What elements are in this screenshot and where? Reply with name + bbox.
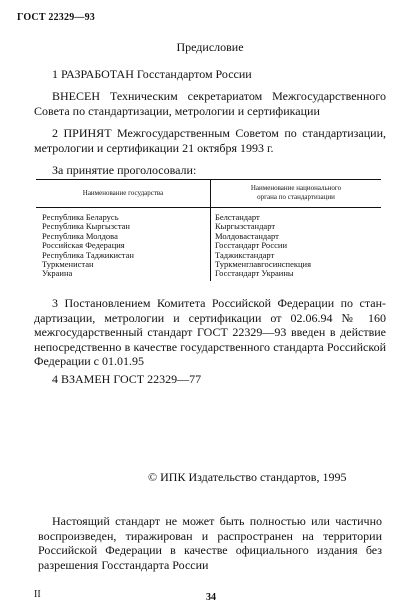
notice-line: разрешения Госстандарта России	[38, 557, 209, 572]
item-adopted-line: 2 ПРИНЯТ Межгосударственным Советом по стандартизации,	[52, 126, 386, 140]
table-header-row	[36, 180, 381, 208]
standards-body-cell: Туркменглавгосинспекция	[215, 259, 312, 270]
item-decree-line: 3 Постановлением Комитета Российской Федерации по стан-	[52, 296, 386, 310]
folio-numeral: II	[34, 589, 41, 600]
state-cell: Республика Беларусь	[36, 208, 211, 223]
table-row	[36, 260, 381, 269]
state-cell: Туркменистан	[36, 260, 211, 269]
item-replaces: 4 ВЗАМЕН ГОСТ 22329—77	[52, 372, 202, 386]
standards-body-cell: Молдовастандарт	[215, 230, 279, 241]
item-introduced	[34, 89, 386, 118]
table-row	[36, 269, 381, 280]
item-decree-line: дартизации, метрологии и сертификации от 02.06.94 № 160	[34, 310, 386, 325]
item-developed: 1 РАЗРАБОТАН Госстандартом России	[52, 67, 252, 81]
state-cell: Российская Федерация	[36, 241, 211, 250]
column-header-state: Наименование государства	[36, 180, 211, 208]
state-cell: Республика Таджикистан	[36, 251, 211, 260]
standards-body-cell: Госстандарт Украины	[215, 268, 294, 279]
page-number: 34	[206, 592, 216, 603]
item-introduced-line: ВНЕСЕН Техническим секретариатом Межгосударственного	[52, 89, 386, 103]
state-cell: Республика Кыргызстан	[36, 222, 211, 231]
item-decree	[34, 296, 386, 369]
state-cell: Республика Молдова	[36, 232, 211, 241]
notice-line: Российской Федерации в качестве официального издания без	[38, 543, 382, 557]
table-row	[36, 208, 381, 223]
notice-line: Настоящий стандарт не может быть полностью или частично	[52, 514, 382, 528]
preface-title: Предисловие	[176, 40, 244, 54]
standards-body-cell: Таджикстандарт	[215, 249, 275, 260]
column-header-standards-body	[211, 180, 382, 208]
document-code-header: ГОСТ 22329—93	[17, 12, 96, 23]
item-adopted	[34, 126, 386, 155]
item-decree-line: непосредственно в качестве государственного стандарта Российской	[34, 339, 386, 354]
copyright-line: © ИПК Издательство стандартов, 1995	[148, 470, 347, 484]
item-introduced-line: Совета по стандартизации, метрологии и сертификации	[34, 103, 320, 118]
standards-body-cell: Госстандарт России	[215, 240, 288, 251]
standards-body-cell: Белстандарт	[215, 212, 260, 222]
state-cell: Украина	[36, 269, 211, 280]
item-adopted-line: метрологии и сертификации 21 октября 1993 г.	[34, 140, 274, 155]
reproduction-notice	[38, 514, 382, 572]
item-decree-line: Федерации с 01.01.95	[34, 354, 144, 368]
column-header-line: органа по стандартизации	[257, 193, 335, 201]
voted-label: За принятие проголосовали:	[52, 163, 197, 177]
voting-states-table	[36, 179, 381, 281]
notice-line: воспроизведен, тиражирован и распространен на территории	[38, 528, 382, 543]
standards-body-cell: Кыргызстандарт	[215, 221, 276, 232]
column-header-line: Наименование национального	[250, 184, 342, 192]
item-decree-line: межгосударственный стандарт ГОСТ 22329—93 введен в действие	[34, 325, 386, 339]
